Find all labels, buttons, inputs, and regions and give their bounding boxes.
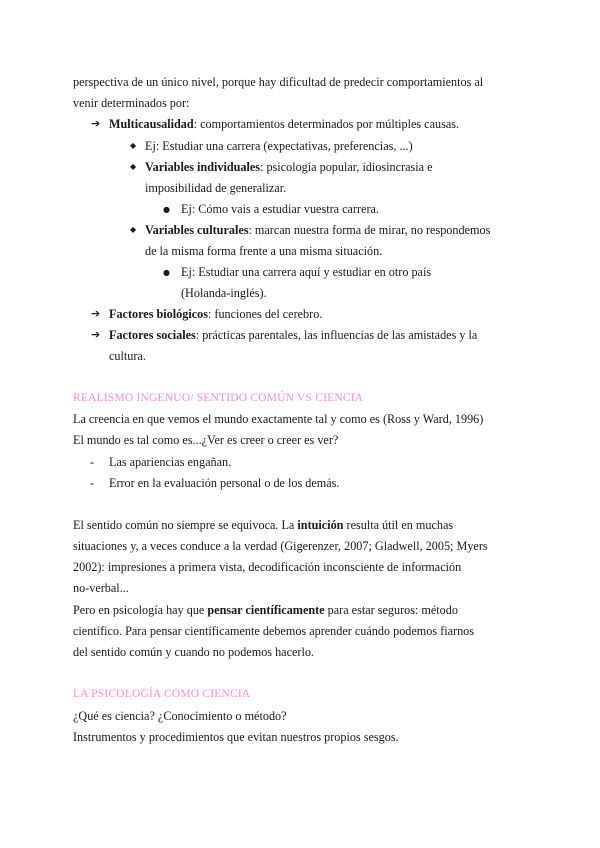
text-variables-individuales: : psicología popular, idiosincrasia e [260,160,433,174]
term-factores-sociales: Factores sociales [109,328,196,342]
dash-bullet-icon: - [90,476,95,490]
term-variables-culturales: Variables culturales [145,223,249,237]
example-variables-culturales: Ej: Estudiar una carrera aquí y estudiar en otro país [181,265,432,279]
text-variables-culturales-cont: de la misma forma frente a una misma situación. [145,244,383,258]
paragraph-sentido-comun-line-2: situaciones y, a veces conduce a la verdad (Gigerenzer, 2007; Gladwell, 2005; Myers [73,539,488,553]
section-heading-realismo: REALISMO INGENUO/ SENTIDO COMÚN VS CIENCIA [73,392,364,404]
dash-item-apariencias: Las apariencias engañan. [109,455,232,469]
text-factores-sociales: : prácticas parentales, las influencias de las amistades y la [195,328,478,342]
text-pensar-pre: Pero en psicología hay que [73,603,208,617]
list-item-multicausalidad [109,116,459,132]
arrow-bullet-icon: ➔ [91,328,101,341]
list-item-factores-biologicos [109,306,322,322]
diamond-bullet-icon: ◆ [130,141,137,150]
intro-line-1: perspectiva de un único nivel, porque hay dificultad de predecir comportamientos al [73,75,484,89]
example-variables-individuales: Ej: Cómo vais a estudiar vuestra carrera. [181,202,379,216]
paragraph-que-es-ciencia: ¿Qué es ciencia? ¿Conocimiento o método? [73,709,287,723]
term-intuicion: intuición [297,518,344,532]
dot-bullet-icon: ● [163,268,170,277]
term-multicausalidad: Multicausalidad [109,117,194,131]
paragraph-instrumentos: Instrumentos y procedimientos que evitan nuestros propios sesgos. [73,730,399,744]
text-pensar-post: para estar seguros: método [324,603,458,617]
diamond-bullet-icon: ◆ [130,225,137,234]
text-variables-culturales: : marcan nuestra forma de mirar, no respondemos [248,223,491,237]
paragraph-creencia: La creencia en que vemos el mundo exactamente tal y como es (Ross y Ward, 1996) [73,412,484,426]
diamond-bullet-icon: ◆ [130,162,137,171]
list-item-variables-culturales [145,222,490,238]
paragraph-pensar-line-2: científico. Para pensar científicamente debemos aprender cuándo podemos fiarnos [73,624,475,638]
dash-bullet-icon: - [90,455,95,469]
paragraph-mundo: El mundo es tal como es...¿Ver es creer o creer es ver? [73,433,339,447]
text-factores-sociales-cont: cultura. [109,349,146,363]
text-variables-individuales-cont: imposibilidad de generalizar. [145,181,287,195]
dash-item-error: Error en la evaluación personal o de los demás. [109,476,340,490]
term-pensar-cientificamente: pensar científicamente [207,603,325,617]
paragraph-sentido-comun-line-3: 2002): impresiones a primera vista, decodificación inconsciente de información [73,560,462,574]
term-factores-biologicos: Factores biológicos [109,307,208,321]
section-heading-psicologia: LA PSICOLOGÍA COMO CIENCIA [73,688,251,700]
example-variables-culturales-cont: (Holanda-inglés). [181,286,267,300]
paragraph-sentido-comun [73,517,453,533]
term-variables-individuales: Variables individuales [145,160,261,174]
text-multicausalidad: : comportamientos determinados por múltiples causas. [193,117,460,131]
list-item-factores-sociales [109,327,477,343]
dot-bullet-icon: ● [163,205,170,214]
paragraph-sentido-comun-line-4: no-verbal... [73,581,129,595]
example-multicausalidad: Ej: Estudiar una carrera (expectativas, preferencias, ...) [145,139,413,153]
intro-line-2: venir determinados por: [73,96,190,110]
arrow-bullet-icon: ➔ [91,117,101,130]
paragraph-pensar-line-3: del sentido común y cuando no podemos hacerlo. [73,645,314,659]
text-sentido-comun-pre: El sentido común no siempre se equivoca. La [73,518,298,532]
arrow-bullet-icon: ➔ [91,307,101,320]
text-factores-biologicos: : funciones del cerebro. [207,307,323,321]
text-sentido-comun-post: resulta útil en muchas [343,518,454,532]
paragraph-pensar [73,602,458,618]
list-item-variables-individuales [145,159,433,175]
